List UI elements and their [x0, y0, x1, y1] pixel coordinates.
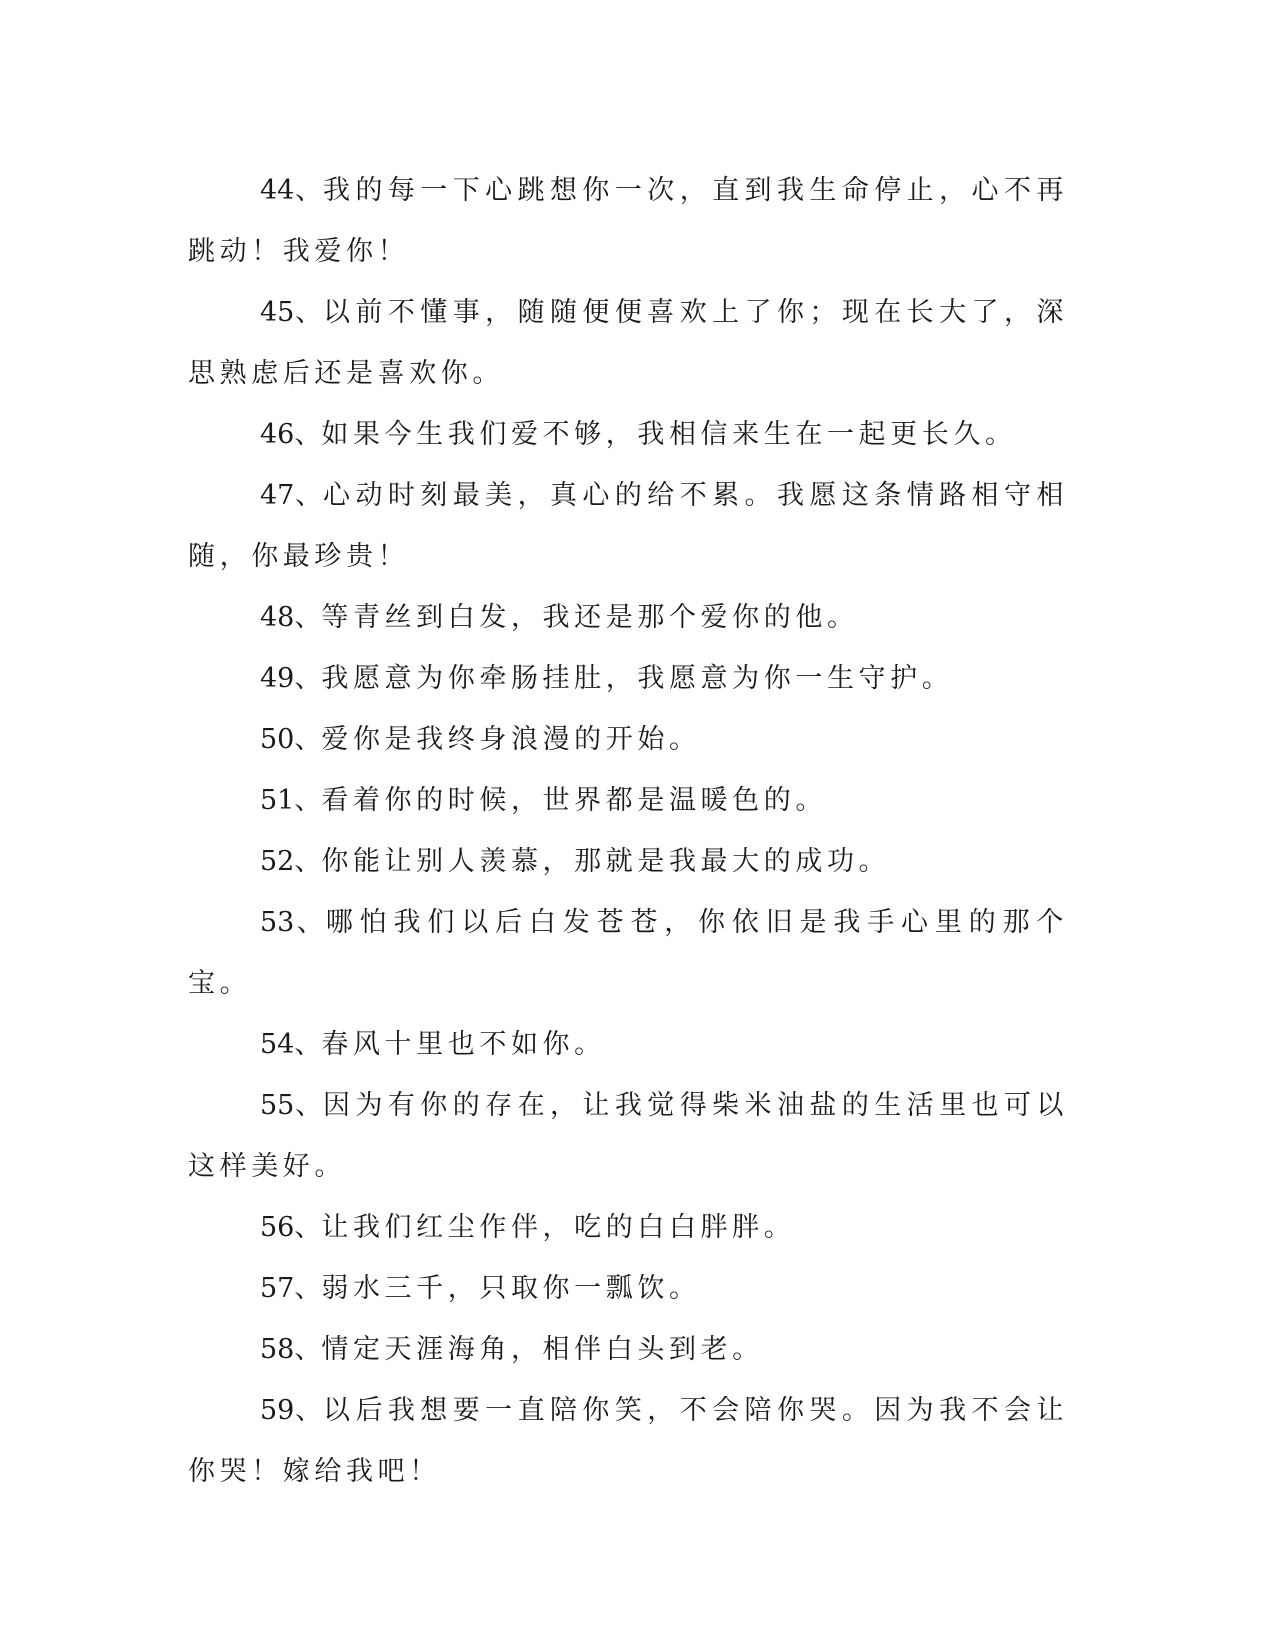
list-item — [188, 1014, 1068, 1075]
list-item — [188, 831, 1068, 892]
item-text: 如果今生我们爱不够，我相信来生在一起更长久。 — [321, 419, 1017, 450]
item-text: 春风十里也不如你。 — [321, 1029, 606, 1060]
item-number: 57、 — [260, 1273, 322, 1304]
list-item — [188, 1197, 1068, 1258]
item-number: 46、 — [260, 419, 322, 450]
list-item — [188, 1258, 1068, 1319]
item-number: 53、 — [260, 907, 326, 938]
item-number: 55、 — [260, 1090, 324, 1121]
item-text: 哪怕我们以后白发苍苍，你依旧是我手心里的那个宝。 — [188, 907, 1069, 999]
list-item — [188, 404, 1068, 465]
item-text: 看着你的时候，世界都是温暖色的。 — [321, 785, 827, 816]
item-text: 我的每一下心跳想你一次，直到我生命停止，心不再跳动！我爱你！ — [188, 175, 1068, 267]
item-number: 59、 — [260, 1395, 324, 1426]
list-item — [188, 770, 1068, 831]
item-text: 以后我想要一直陪你笑，不会陪你哭。因为我不会让你哭！嫁给我吧！ — [188, 1395, 1068, 1487]
item-number: 44、 — [260, 175, 324, 206]
item-text: 以前不懂事，随随便便喜欢上了你；现在长大了，深思熟虑后还是喜欢你。 — [188, 297, 1068, 389]
list-item — [188, 648, 1068, 709]
item-number: 47、 — [260, 480, 324, 511]
item-number: 49、 — [260, 663, 322, 694]
item-text: 因为有你的存在，让我觉得柴米油盐的生活里也可以这样美好。 — [188, 1090, 1068, 1182]
item-number: 50、 — [260, 724, 322, 755]
list-item — [188, 282, 1068, 404]
item-text: 等青丝到白发，我还是那个爱你的他。 — [321, 602, 859, 633]
item-number: 56、 — [260, 1212, 322, 1243]
item-number: 48、 — [260, 602, 322, 633]
list-item — [188, 587, 1068, 648]
list-item — [188, 1319, 1068, 1380]
item-text: 爱你是我终身浪漫的开始。 — [321, 724, 701, 755]
item-number: 52、 — [260, 846, 322, 877]
item-text: 弱水三千，只取你一瓢饮。 — [321, 1273, 701, 1304]
item-text: 你能让别人羡慕，那就是我最大的成功。 — [321, 846, 891, 877]
item-number: 51、 — [260, 785, 322, 816]
list-item — [188, 709, 1068, 770]
item-number: 45、 — [260, 297, 324, 328]
item-text: 心动时刻最美，真心的给不累。我愿这条情路相守相随，你最珍贵！ — [188, 480, 1068, 572]
list-item — [188, 892, 1068, 1014]
document-body — [188, 160, 1068, 1502]
list-item — [188, 1075, 1068, 1197]
item-text: 情定天涯海角，相伴白头到老。 — [321, 1334, 764, 1365]
list-item — [188, 160, 1068, 282]
item-text: 让我们红尘作伴，吃的白白胖胖。 — [321, 1212, 796, 1243]
item-text: 我愿意为你牵肠挂肚，我愿意为你一生守护。 — [321, 663, 954, 694]
item-number: 54、 — [260, 1029, 322, 1060]
list-item — [188, 1380, 1068, 1502]
list-item — [188, 465, 1068, 587]
item-number: 58、 — [260, 1334, 322, 1365]
